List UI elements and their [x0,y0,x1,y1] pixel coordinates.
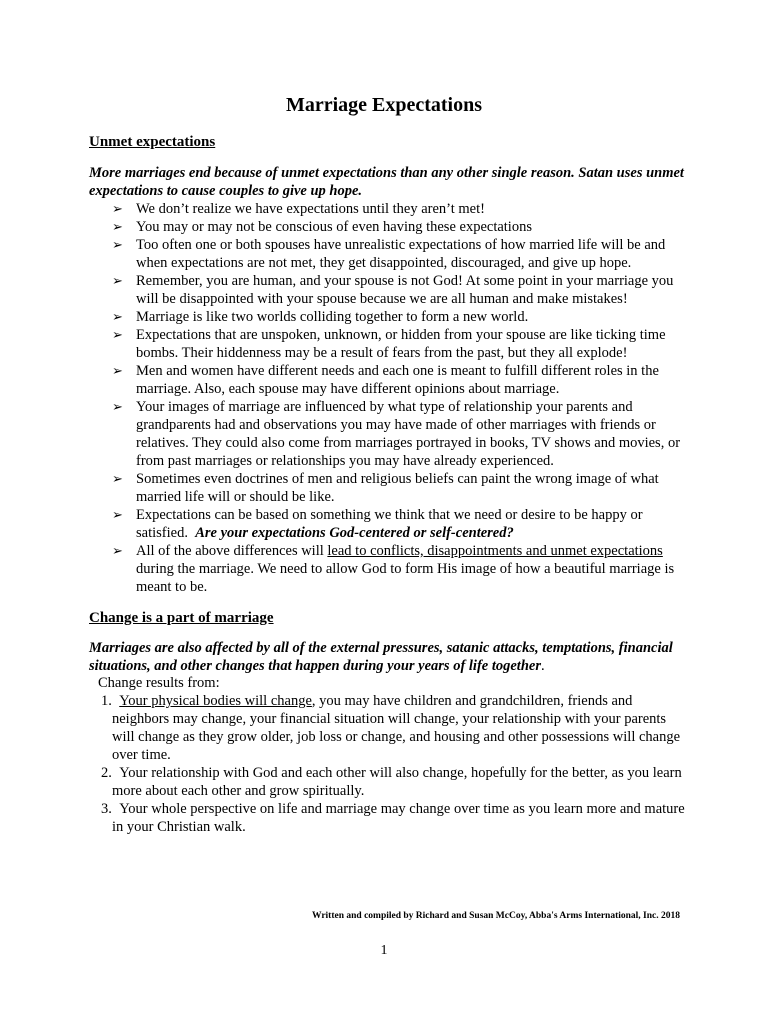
arrow-bullet-icon: ➢ [112,543,123,558]
bullet-item: ➢ Expectations that are unspoken, unknown, or hidden from your spouse are like ticking time bombs. Their hiddenness may be a result of fears from the past, but they all explode! [112,327,666,361]
arrow-bullet-icon: ➢ [112,471,123,486]
bullet-item: ➢ Marriage is like two worlds colliding together to form a new world. [112,309,529,325]
underlined-phrase: Your physical bodies will change [119,693,312,709]
bullet-item: ➢ Sometimes even doctrines of men and religious beliefs can paint the wrong image of what married life will or should be like. [112,471,659,505]
bullet-list-unmet-expectations [110,200,690,596]
bullet-item: ➢ Your images of marriage are influenced by what type of relationship your parents and grandparents had and observations you may have made of other marriages with friends or relatives. They could also come from marriages portrayed in books, TV shows and movies, or from past marriages or relationships you may have already experienced. [112,399,681,469]
bullet-item: ➢ You may or may not be conscious of even having these expectations [112,219,532,235]
section-heading-change: Change is a part of marriage [89,610,274,626]
numbered-item: 2. Your relationship with God and each other will also change, hopefully for the better, as you learn more about each other and grow spiritually. [101,765,682,799]
bullet-item: ➢ Remember, you are human, and your spouse is not God! At some point in your marriage you will be disappointed with your spouse because we are all human and make mistakes! [112,273,674,307]
bullet-item: ➢ Too often one or both spouses have unrealistic expectations of how married life will be and when expectations are not met, they get disappointed, discouraged, and give up hope. [112,237,666,271]
numbered-list-change [101,692,691,836]
arrow-bullet-icon: ➢ [112,363,123,378]
change-results-label: Change results from: [98,675,220,691]
section-heading-unmet-expectations: Unmet expectations [89,134,216,150]
emphasized-question: Are your expectations God-centered or self-centered? [195,525,514,541]
bullet-item: ➢ Expectations can be based on something we think that we need or desire to be happy or satisfied. Are your expectations God-centered or self-centered? [112,507,643,541]
numbered-item: 3. Your whole perspective on life and marriage may change over time as you learn more and mature in your Christian walk. [101,801,685,835]
numbered-item: 1. Your physical bodies will change, you may have children and grandchildren, friends and neighbors may change, your financial situation will change, your relationship with your parents will change as they grow older, job loss or change, and housing and other possessions will change over time. [101,693,681,763]
bullet-item: ➢ All of the above differences will lead to conflicts, disappointments and unmet expectations during the marriage. We need to allow God to form His image of how a beautiful marriage is meant to be. [112,543,675,595]
section-intro-change: Marriages are also affected by all of the external pressures, satanic attacks, temptations, financial situations, and other changes that happen during your years of life together. [89,640,673,674]
arrow-bullet-icon: ➢ [112,273,123,288]
section-intro-unmet-expectations: More marriages end because of unmet expectations than any other single reason. Satan uses unmet expectations to cause couples to give up hope. [89,165,684,199]
arrow-bullet-icon: ➢ [112,327,123,342]
page-title: Marriage Expectations [285,94,483,116]
footer-credit: Written and compiled by Richard and Susan McCoy, Abba's Arms International, Inc. 2018 [312,911,680,921]
arrow-bullet-icon: ➢ [112,219,123,234]
arrow-bullet-icon: ➢ [112,309,123,324]
bullet-item: ➢ Men and women have different needs and each one is meant to fulfill different roles in the marriage. Also, each spouse may have different opinions about marriage. [112,363,659,397]
page-number: 1 [380,943,388,958]
bullet-item: ➢ We don’t realize we have expectations until they aren’t met! [112,201,485,217]
arrow-bullet-icon: ➢ [112,237,123,252]
arrow-bullet-icon: ➢ [112,399,123,414]
arrow-bullet-icon: ➢ [112,201,123,216]
underlined-phrase: lead to conflicts, disappointments and unmet expectations [327,543,663,559]
arrow-bullet-icon: ➢ [112,507,123,522]
